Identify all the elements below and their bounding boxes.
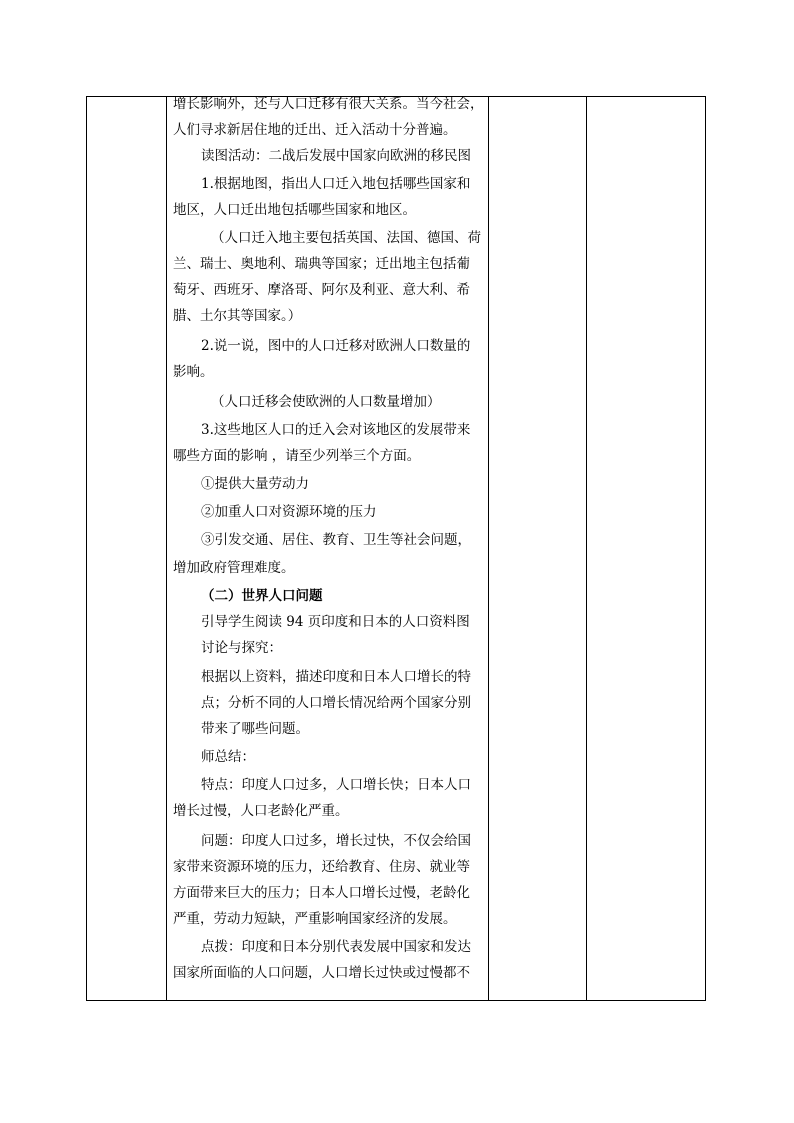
- text-line: 1.根据地图，指出人口迁入地包括哪些国家和: [201, 176, 471, 192]
- text-line: 点；分析不同的人口增长情况给两个国家分别: [201, 695, 471, 711]
- text-line: 讨论与探究：: [201, 640, 282, 656]
- text-line: 兰、瑞士、奥地利、瑞典等国家；迁出地主包括葡: [173, 256, 470, 272]
- text-line: 严重，劳动力短缺，严重影响国家经济的发展。: [173, 911, 457, 927]
- text-line: 引导学生阅读 94 页印度和日本的人口资料图: [201, 614, 470, 630]
- text-line: 问题：印度人口过多，增长过快，不仅会给国: [201, 833, 471, 849]
- text-line: 增加政府管理难度。: [173, 560, 295, 576]
- text-line: ①提供大量劳动力: [201, 476, 309, 492]
- text-line: 哪些方面的影响 ，请至少列举三个方面。: [173, 448, 421, 464]
- table-column-divider: [166, 96, 167, 1001]
- text-line: 家带来资源环境的压力，还给教育、住房、就业等: [173, 859, 470, 875]
- text-line: 读图活动：二战后发展中国家向欧洲的移民图: [201, 148, 471, 164]
- text-line: 师总结：: [201, 749, 255, 765]
- text-line: 根据以上资料，描述印度和日本人口增长的特: [201, 669, 471, 685]
- text-line: （人口迁移会使欧洲的人口数量增加）: [211, 394, 441, 410]
- text-line: （二）世界人口问题: [201, 588, 323, 604]
- table-column-divider: [488, 96, 489, 1001]
- text-line: 影响。: [173, 364, 214, 380]
- text-line: 2.说一说，图中的人口迁移对欧洲人口数量的: [201, 338, 471, 354]
- text-line: 带来了哪些问题。: [201, 721, 309, 737]
- text-line: 萄牙、西班牙、摩洛哥、阿尔及利亚、意大利、希: [173, 282, 470, 298]
- text-line: ③引发交通、居住、教育、卫生等社会问题，: [201, 532, 471, 548]
- text-line: 增长影响外，还与人口迁移有很大关系。当今社会，: [173, 96, 484, 112]
- text-line: （人口迁入地主要包括英国、法国、德国、荷: [211, 230, 481, 246]
- text-line: ②加重人口对资源环境的压力: [201, 504, 377, 520]
- text-line: 方面带来巨大的压力；日本人口增长过慢，老龄化: [173, 885, 470, 901]
- text-line: 增长过慢，人口老龄化严重。: [173, 803, 349, 819]
- text-line: 人们寻求新居住地的迁出、迁入活动十分普遍。: [173, 122, 457, 138]
- text-line: 地区，人口迁出地包括哪些国家和地区。: [173, 202, 416, 218]
- text-line: 特点：印度人口过多，人口增长快；日本人口: [201, 777, 471, 793]
- text-line: 国家所面临的人口问题，人口增长过快或过慢都不: [173, 965, 470, 981]
- text-line: 3.这些地区人口的迁入会对该地区的发展带来: [201, 422, 471, 438]
- table-column-divider: [586, 96, 587, 1001]
- text-line: 腊、土尔其等国家。）: [173, 308, 302, 324]
- text-line: 点拨：印度和日本分别代表发展中国家和发达: [201, 939, 471, 955]
